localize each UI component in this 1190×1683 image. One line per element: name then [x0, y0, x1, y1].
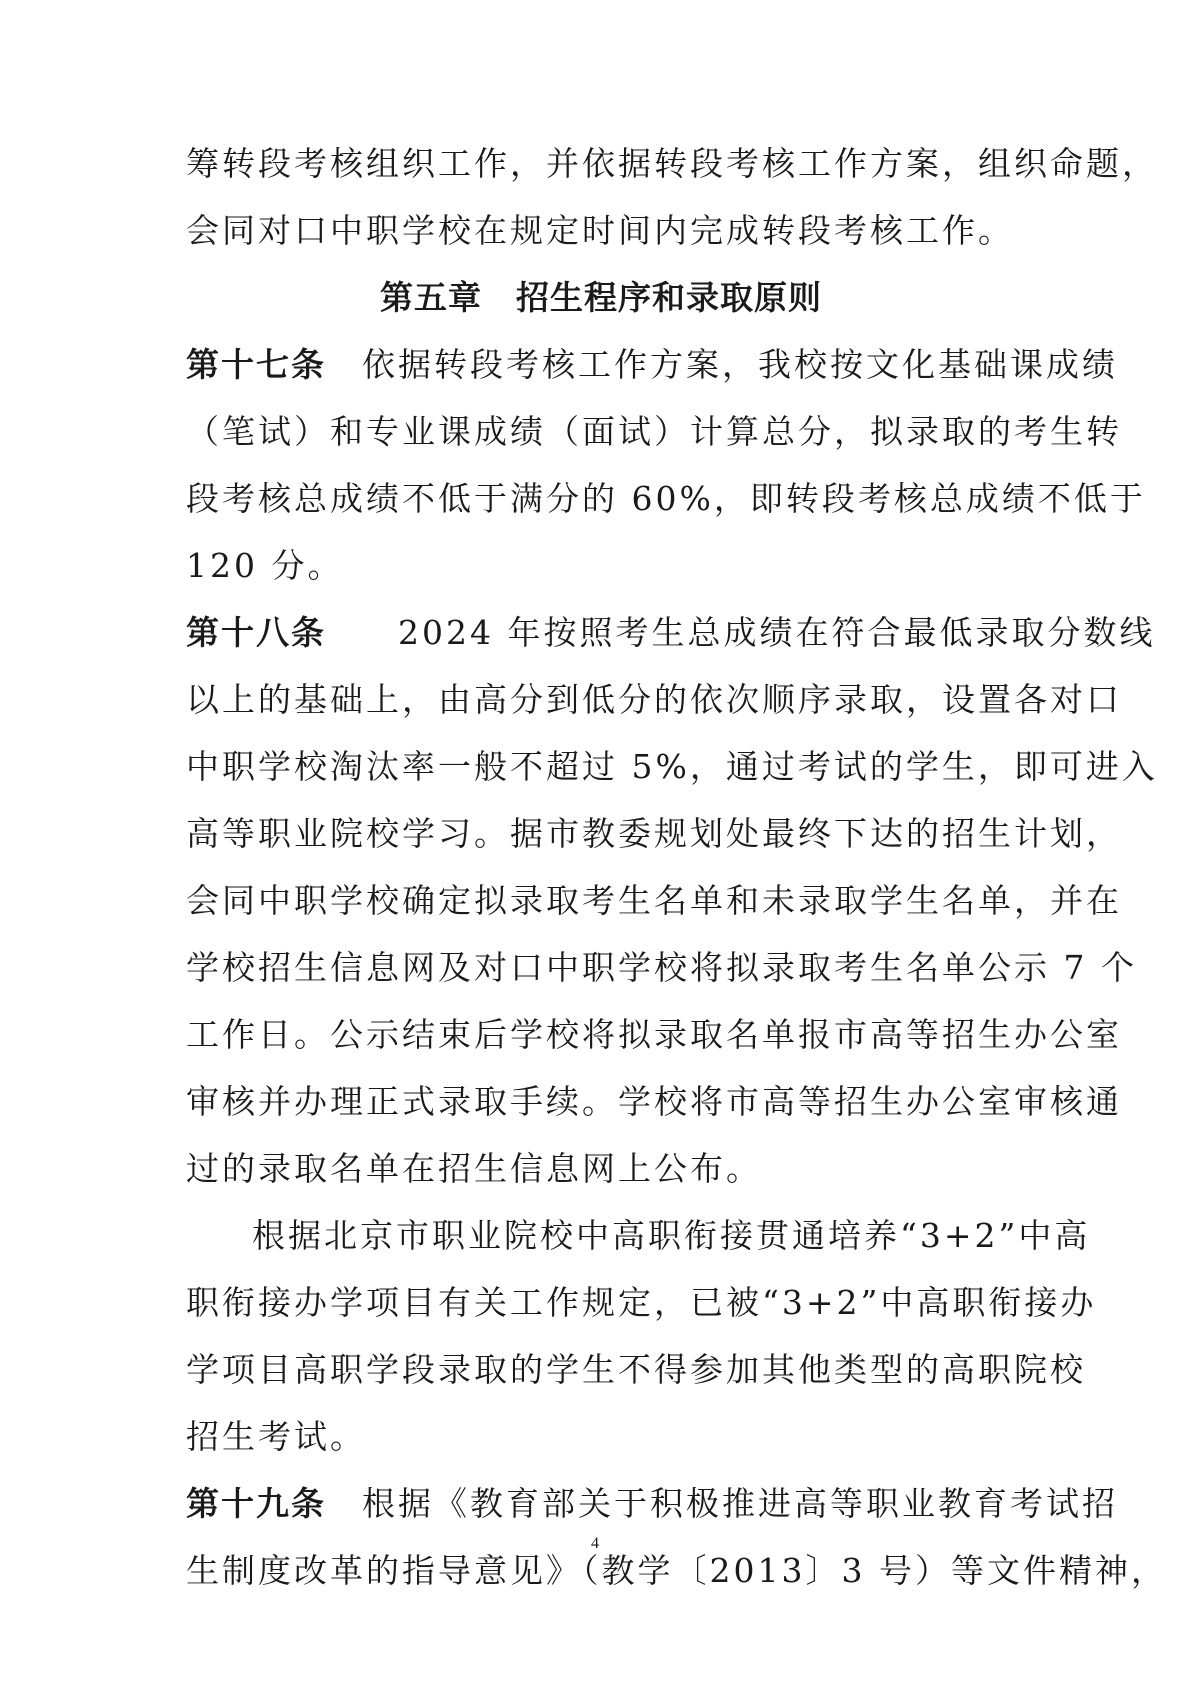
- article-19-first-line: [186, 1470, 1118, 1537]
- article-label: 第十八条: [186, 613, 326, 652]
- text-line: 招生考试。: [186, 1417, 366, 1456]
- text-line: 审核并办理正式录取手续。学校将市高等招生办公室审核通: [186, 1082, 1122, 1121]
- document-body: [186, 130, 1167, 1604]
- article-text: 根据《教育部关于积极推进高等职业教育考试招: [362, 1484, 1118, 1523]
- text-line: 过的录取名单在招生信息网上公布。: [186, 1149, 762, 1188]
- text-line: 筹转段考核组织工作，并依据转段考核工作方案，组织命题，: [186, 144, 1158, 183]
- text-line: 职衔接办学项目有关工作规定，已被“3+2”中高职衔接办: [186, 1283, 1097, 1322]
- article-text: 2024 年按照考生总成绩在符合最低录取分数线: [398, 613, 1156, 652]
- paragraph-first-line: 根据北京市职业院校中高职衔接贯通培养“3+2”中高: [252, 1216, 1091, 1255]
- text-line: 会同中职学校确定拟录取考生名单和未录取学生名单，并在: [186, 881, 1122, 920]
- text-line: 高等职业院校学习。据市教委规划处最终下达的招生计划，: [186, 814, 1122, 853]
- text-line: 生制度改革的指导意见》（教学〔2013〕3 号）等文件精神，: [186, 1551, 1167, 1590]
- article-18-first-line: [186, 599, 1156, 666]
- article-label: 第十九条: [186, 1484, 326, 1523]
- article-text: 依据转段考核工作方案，我校按文化基础课成绩: [362, 345, 1118, 384]
- text-line: （笔试）和专业课成绩（面试）计算总分，拟录取的考生转: [186, 412, 1122, 451]
- text-line: 工作日。公示结束后学校将拟录取名单报市高等招生办公室: [186, 1015, 1122, 1054]
- chapter-title: 第五章 招生程序和录取原则: [380, 278, 822, 317]
- text-line: 以上的基础上，由高分到低分的依次顺序录取，设置各对口: [186, 680, 1122, 719]
- page-number: 4: [591, 1535, 599, 1552]
- text-line: 会同对口中职学校在规定时间内完成转段考核工作。: [186, 211, 1014, 250]
- text-line: 学项目高职学段录取的学生不得参加其他类型的高职院校: [186, 1350, 1086, 1389]
- article-17-first-line: [186, 331, 1118, 398]
- text-line: 学校招生信息网及对口中职学校将拟录取考生名单公示 7 个: [186, 948, 1137, 987]
- text-line: 段考核总成绩不低于满分的 60%，即转段考核总成绩不低于: [186, 479, 1146, 518]
- text-line: 120 分。: [186, 546, 344, 585]
- article-label: 第十七条: [186, 345, 326, 384]
- text-line: 中职学校淘汰率一般不超过 5%，通过考试的学生，即可进入: [186, 747, 1158, 786]
